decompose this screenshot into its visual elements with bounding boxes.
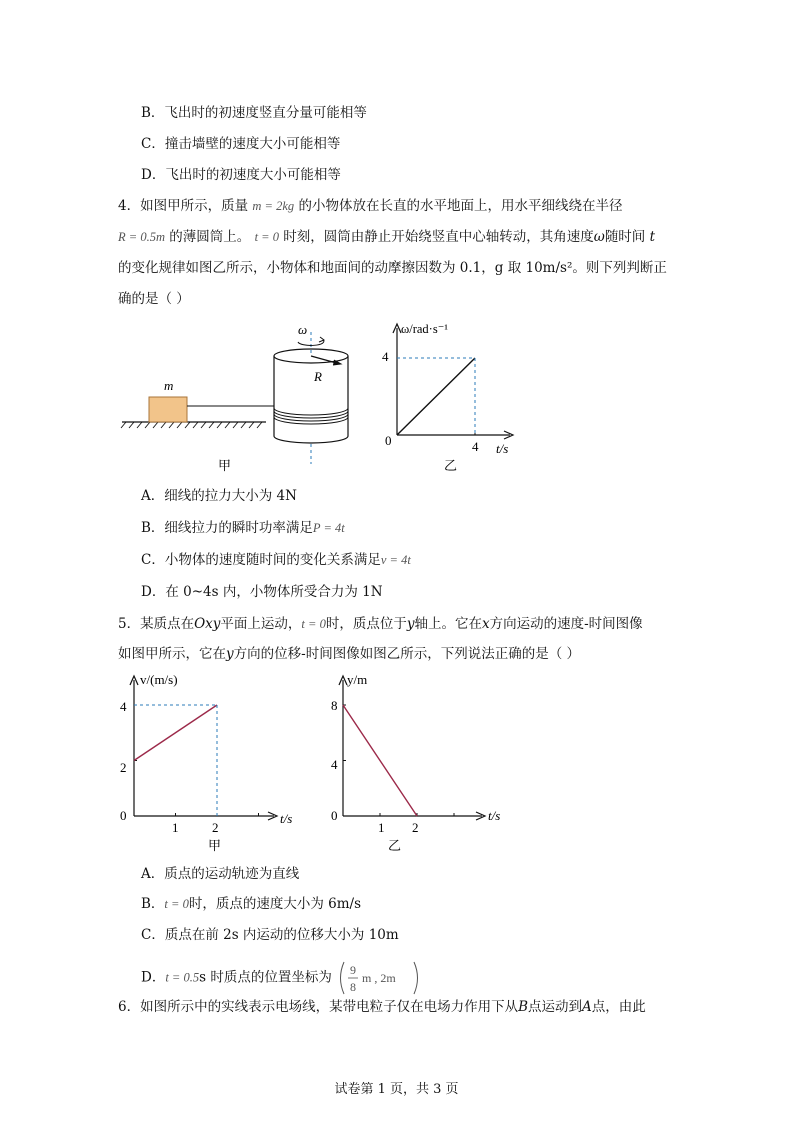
q5-option-c: C．质点在前 2s 内运动的位移大小为 10m xyxy=(141,927,399,943)
q4-option-b xyxy=(141,518,345,538)
y-tick-label: 2 xyxy=(120,760,127,775)
q5-time-formula: t = 0 xyxy=(301,617,326,631)
q6-text: 点运动到 xyxy=(528,999,583,1015)
q4-stem-line4: 确的是（ ） xyxy=(118,291,190,307)
q5-stem-line1 xyxy=(118,614,643,634)
q5-oxy: Oxy xyxy=(194,616,221,632)
omega-label: ω xyxy=(298,322,308,337)
q6-point-a: A xyxy=(582,999,592,1015)
series-line xyxy=(397,358,475,435)
fraction-denominator: 8 xyxy=(350,980,357,994)
q5-chart-y-t xyxy=(322,668,517,858)
block xyxy=(149,397,187,422)
q5-chart-v-t xyxy=(112,668,307,858)
series-line xyxy=(134,705,217,761)
figure-caption: 甲 xyxy=(208,838,222,853)
coordinate-expression xyxy=(336,960,422,996)
q4-time-formula: t = 0 xyxy=(254,230,279,244)
q4-text: 随时间 xyxy=(604,229,646,245)
q5-option-d-formula: t = 0.5 xyxy=(165,970,200,985)
q5-text: 平面上运动， xyxy=(220,616,302,632)
q4-option-c-text: C．小物体的速度随时间的变化关系满足 xyxy=(141,552,381,568)
x-axis-label: t/s xyxy=(280,811,293,826)
q5-text: 轴上。它在 xyxy=(414,616,482,632)
q5-stem-line2 xyxy=(118,644,580,664)
q4-omega: ω xyxy=(593,229,605,245)
origin-label: 0 xyxy=(120,808,127,823)
fraction-numerator: 9 xyxy=(350,963,357,977)
q6-text: 6．如图所示中的实线表示电场线，某带电粒子仅在电场力作用下从 xyxy=(118,999,519,1015)
figure-caption: 乙 xyxy=(444,458,458,473)
q5-x: x xyxy=(481,616,490,632)
block-mass-label: m xyxy=(164,378,174,393)
q4-stem-line3: 的变化规律如图乙所示，小物体和地面间的动摩擦因数为 0.1，g 取 10m/s²。则下列判断正 xyxy=(118,260,667,276)
q4-text: 的薄圆筒上。 xyxy=(169,229,251,245)
x-tick-label: 4 xyxy=(472,439,479,454)
q6-text: 点，由此 xyxy=(591,999,646,1015)
q4-radius-formula: R = 0.5m xyxy=(118,230,165,244)
cylinder-body xyxy=(274,356,348,443)
series-line xyxy=(343,705,417,816)
page-footer: 试卷第 1 页，共 3 页 xyxy=(334,1082,459,1097)
y-axis-label: v/(m/s) xyxy=(140,672,178,687)
q5-text: 如图甲所示，它在 xyxy=(118,646,226,662)
q4-stem-line2 xyxy=(118,227,655,247)
y-axis-label: ω/rad·s⁻¹ xyxy=(401,322,449,336)
q5-option-d-text: s 时质点的位置坐标为 xyxy=(199,969,332,986)
q5-text: 方向运动的速度-时间图像 xyxy=(489,616,643,632)
radius-label: R xyxy=(314,369,322,384)
x-tick-label: 2 xyxy=(412,820,419,835)
q4-stem-line1 xyxy=(118,196,622,216)
q5-option-b-text: 时，质点的速度大小为 6m/s xyxy=(188,896,362,912)
x-tick-label: 2 xyxy=(212,820,219,835)
y-tick-label: 4 xyxy=(120,699,127,714)
q4-option-a: A．细线的拉力大小为 4N xyxy=(141,488,297,504)
q5-y: y xyxy=(226,646,234,662)
q6-point-b: B xyxy=(518,999,529,1015)
q4-option-b-text: B．细线拉力的瞬时功率满足 xyxy=(141,520,313,536)
y-tick-label: 8 xyxy=(331,698,338,713)
origin-label: 0 xyxy=(385,433,392,448)
q5-y: y xyxy=(406,616,415,632)
y-tick-label: 4 xyxy=(382,349,389,364)
q4-text: 4．如图甲所示，质量 xyxy=(118,198,249,214)
q5-option-b-formula: t = 0 xyxy=(164,897,189,911)
q4-text: 时刻，圆筒由静止开始绕竖直中心轴转动，其角速度 xyxy=(283,229,594,245)
coordinate-rest: m , 2m xyxy=(362,971,396,985)
q4-option-c-formula: v = 4t xyxy=(380,553,411,567)
x-axis-label: t/s xyxy=(488,808,501,823)
ground-hatching xyxy=(121,422,262,428)
q5-text: 5．某质点在 xyxy=(118,616,195,632)
q4-chart-omega-t xyxy=(370,318,520,478)
q4-mass-formula: m = 2kg xyxy=(252,199,295,213)
q3-option-b: B．飞出时的初速度竖直分量可能相等 xyxy=(141,105,367,121)
figure-caption: 甲 xyxy=(218,458,232,473)
q3-option-d: D．飞出时的初速度大小可能相等 xyxy=(141,167,341,183)
q3-option-c: C．撞击墙壁的速度大小可能相等 xyxy=(141,136,341,152)
q4-figure-jia xyxy=(118,318,363,478)
q5-text: 方向的位移-时间图像如图乙所示，下列说法正确的是（ ） xyxy=(233,646,580,662)
x-tick-label: 1 xyxy=(172,820,179,835)
y-axis-label: y/m xyxy=(347,672,368,687)
q4-t: t xyxy=(649,229,656,245)
origin-label: 0 xyxy=(331,808,338,823)
q4-option-b-formula: P = 4t xyxy=(312,521,345,535)
q5-option-d xyxy=(141,960,422,996)
x-axis-label: t/s xyxy=(496,441,509,456)
q6-stem-line1 xyxy=(118,997,646,1017)
q5-text: 时，质点位于 xyxy=(325,616,407,632)
x-tick-label: 1 xyxy=(378,820,385,835)
y-tick-label: 4 xyxy=(331,757,338,772)
q4-text: 的小物体放在长直的水平地面上，用水平细线绕在半径 xyxy=(298,198,623,214)
q5-option-d-label: D． xyxy=(141,969,166,986)
coordinate-parens xyxy=(336,960,422,996)
q4-option-c xyxy=(141,550,411,570)
q5-option-a: A．质点的运动轨迹为直线 xyxy=(141,866,300,882)
q4-option-d: D．在 0~4s 内，小物体所受合力为 1N xyxy=(141,584,383,600)
q5-option-b: B．t = 0时，质点的速度大小为 6m/s xyxy=(141,896,362,912)
figure-caption: 乙 xyxy=(388,838,402,853)
